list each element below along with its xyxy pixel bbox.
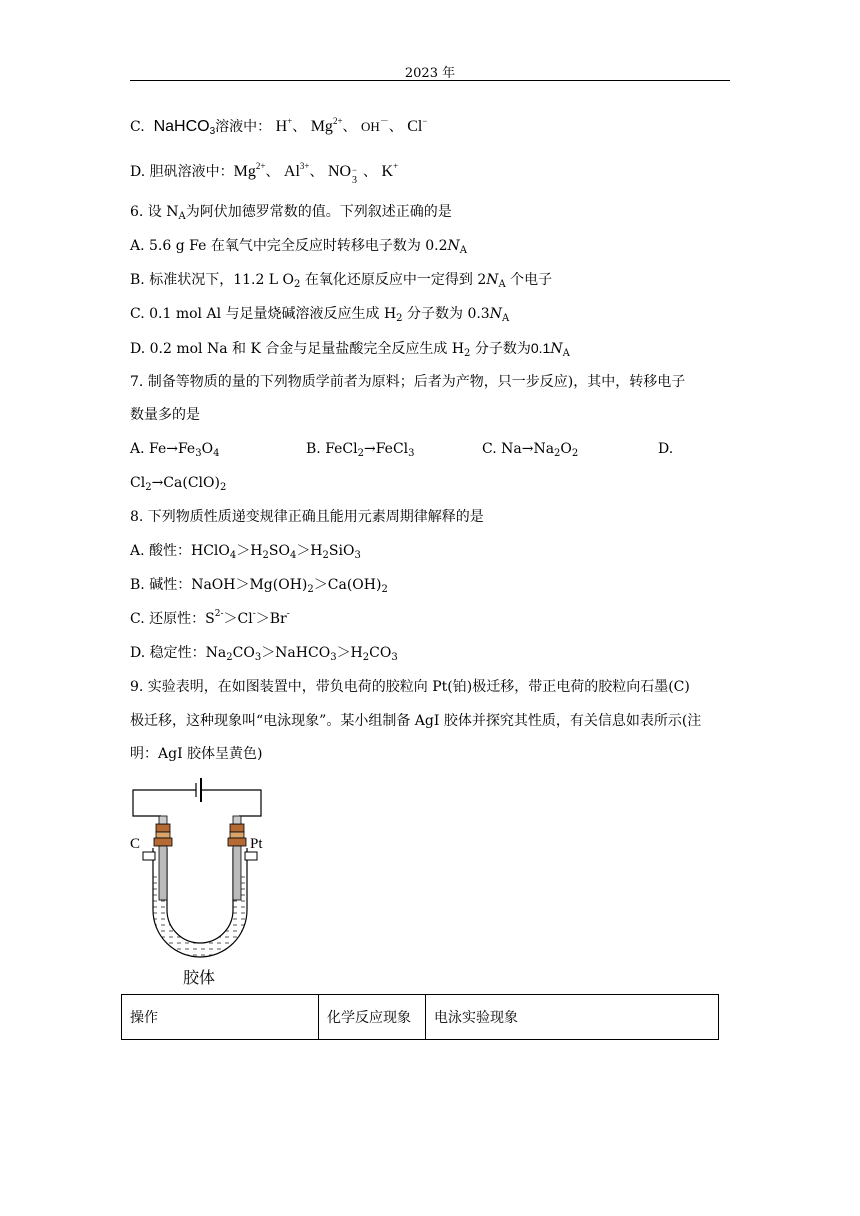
label-pt: Pt bbox=[250, 836, 263, 852]
electrophoresis-diagram bbox=[128, 778, 278, 992]
q8-stem: 8. 下列物质性质递变规律正确且能用元素周期律解释的是 bbox=[130, 509, 484, 525]
q6-stem: 6. 设 $N_A$为阿伏加德罗常数的值。下列叙述正确的是 bbox=[130, 204, 452, 222]
q8-option-d: D. 稳定性：$Na_2CO_3>NaHCO_3>H_2CO_3$ bbox=[130, 645, 398, 663]
q9-stem-line3: 明：AgI 胶体呈黄色) bbox=[130, 746, 263, 762]
q6-option-b: B. 标准状况下，11.2 L $O_2$ 在氧化还原反应中一定得到 $2N_A$ 个电子 bbox=[130, 272, 553, 290]
q8-option-a: A. 酸性：$HClO_4>H_2SO_4>H_2SiO_3$ bbox=[130, 543, 361, 561]
q9-stem-line2: 极迁移，这种现象叫“电泳现象”。某小组制备 AgI 胶体并探究其性质，有关信息如表所示(注 bbox=[130, 713, 702, 729]
q6-option-d: D. 0.2 mol Na 和 K 合金与足量盐酸完全反应生成 $H_2$ 分子数为$0.1N_A$ bbox=[130, 340, 570, 359]
q7-option-d: $Cl_2\to Ca(ClO)_2$ bbox=[130, 475, 227, 493]
q7-option-a: A. $Fe\to Fe_3O_4$ bbox=[130, 441, 220, 459]
label-colloid: 胶体 bbox=[183, 968, 216, 987]
q5-option-d: D. 胆矾溶液中：$Mg^{2+}$、 $Al^{3+}$、 NO − 3 、 K+ bbox=[130, 161, 399, 186]
page-header-year: 2023 年 bbox=[404, 66, 456, 81]
label-c: C bbox=[130, 836, 141, 852]
q7-option-d-label: D. bbox=[658, 441, 674, 457]
compound-nahco3: NaHCO$_3$ bbox=[153, 118, 216, 137]
header-operation: 操作 bbox=[122, 995, 319, 1040]
q9-stem-line1: 9. 实验表明，在如图装置中，带负电荷的胶粒向 Pt(铂)极迁移，带正电荷的胶粒向石墨(C) bbox=[130, 679, 690, 695]
header-electrophoresis-phenomenon: 电泳实验现象 bbox=[426, 995, 719, 1040]
table-header-row bbox=[122, 995, 719, 1040]
q7-option-c: C. $Na\to Na_2O_2$ bbox=[482, 441, 579, 459]
experiment-table bbox=[121, 994, 719, 1040]
header-rule bbox=[130, 80, 730, 81]
q7-stem-line2: 数量多的是 bbox=[130, 407, 200, 423]
q8-option-c: C. 还原性：$S^{2-}>Cl^->Br^-$ bbox=[130, 609, 290, 627]
q6-option-c: C. 0.1 mol Al 与足量烧碱溶液反应生成 $H_2$ 分子数为 $0.3N_A$ bbox=[130, 306, 510, 324]
q5-option-c: C. NaHCO$_3$溶液中： H+、 $Mg^{2+}$、 OH－、 Cl− bbox=[130, 116, 428, 137]
q6-option-a: A. 5.6 g Fe 在氧气中完全反应时转移电子数为 $0.2N_A$ bbox=[130, 238, 468, 256]
q7-stem-line1: 7. 制备等物质的量的下列物质学前者为原料；后者为产物，只一步反应)，其中，转移电子 bbox=[130, 374, 686, 390]
q8-option-b: B. 碱性：$NaOH>Mg(OH)_2>Ca(OH)_2$ bbox=[130, 577, 388, 595]
header-chemical-phenomenon: 化学反应现象 bbox=[319, 995, 426, 1040]
q7-option-b: B. FeCl$_2$→FeCl$_3$ bbox=[306, 441, 415, 459]
